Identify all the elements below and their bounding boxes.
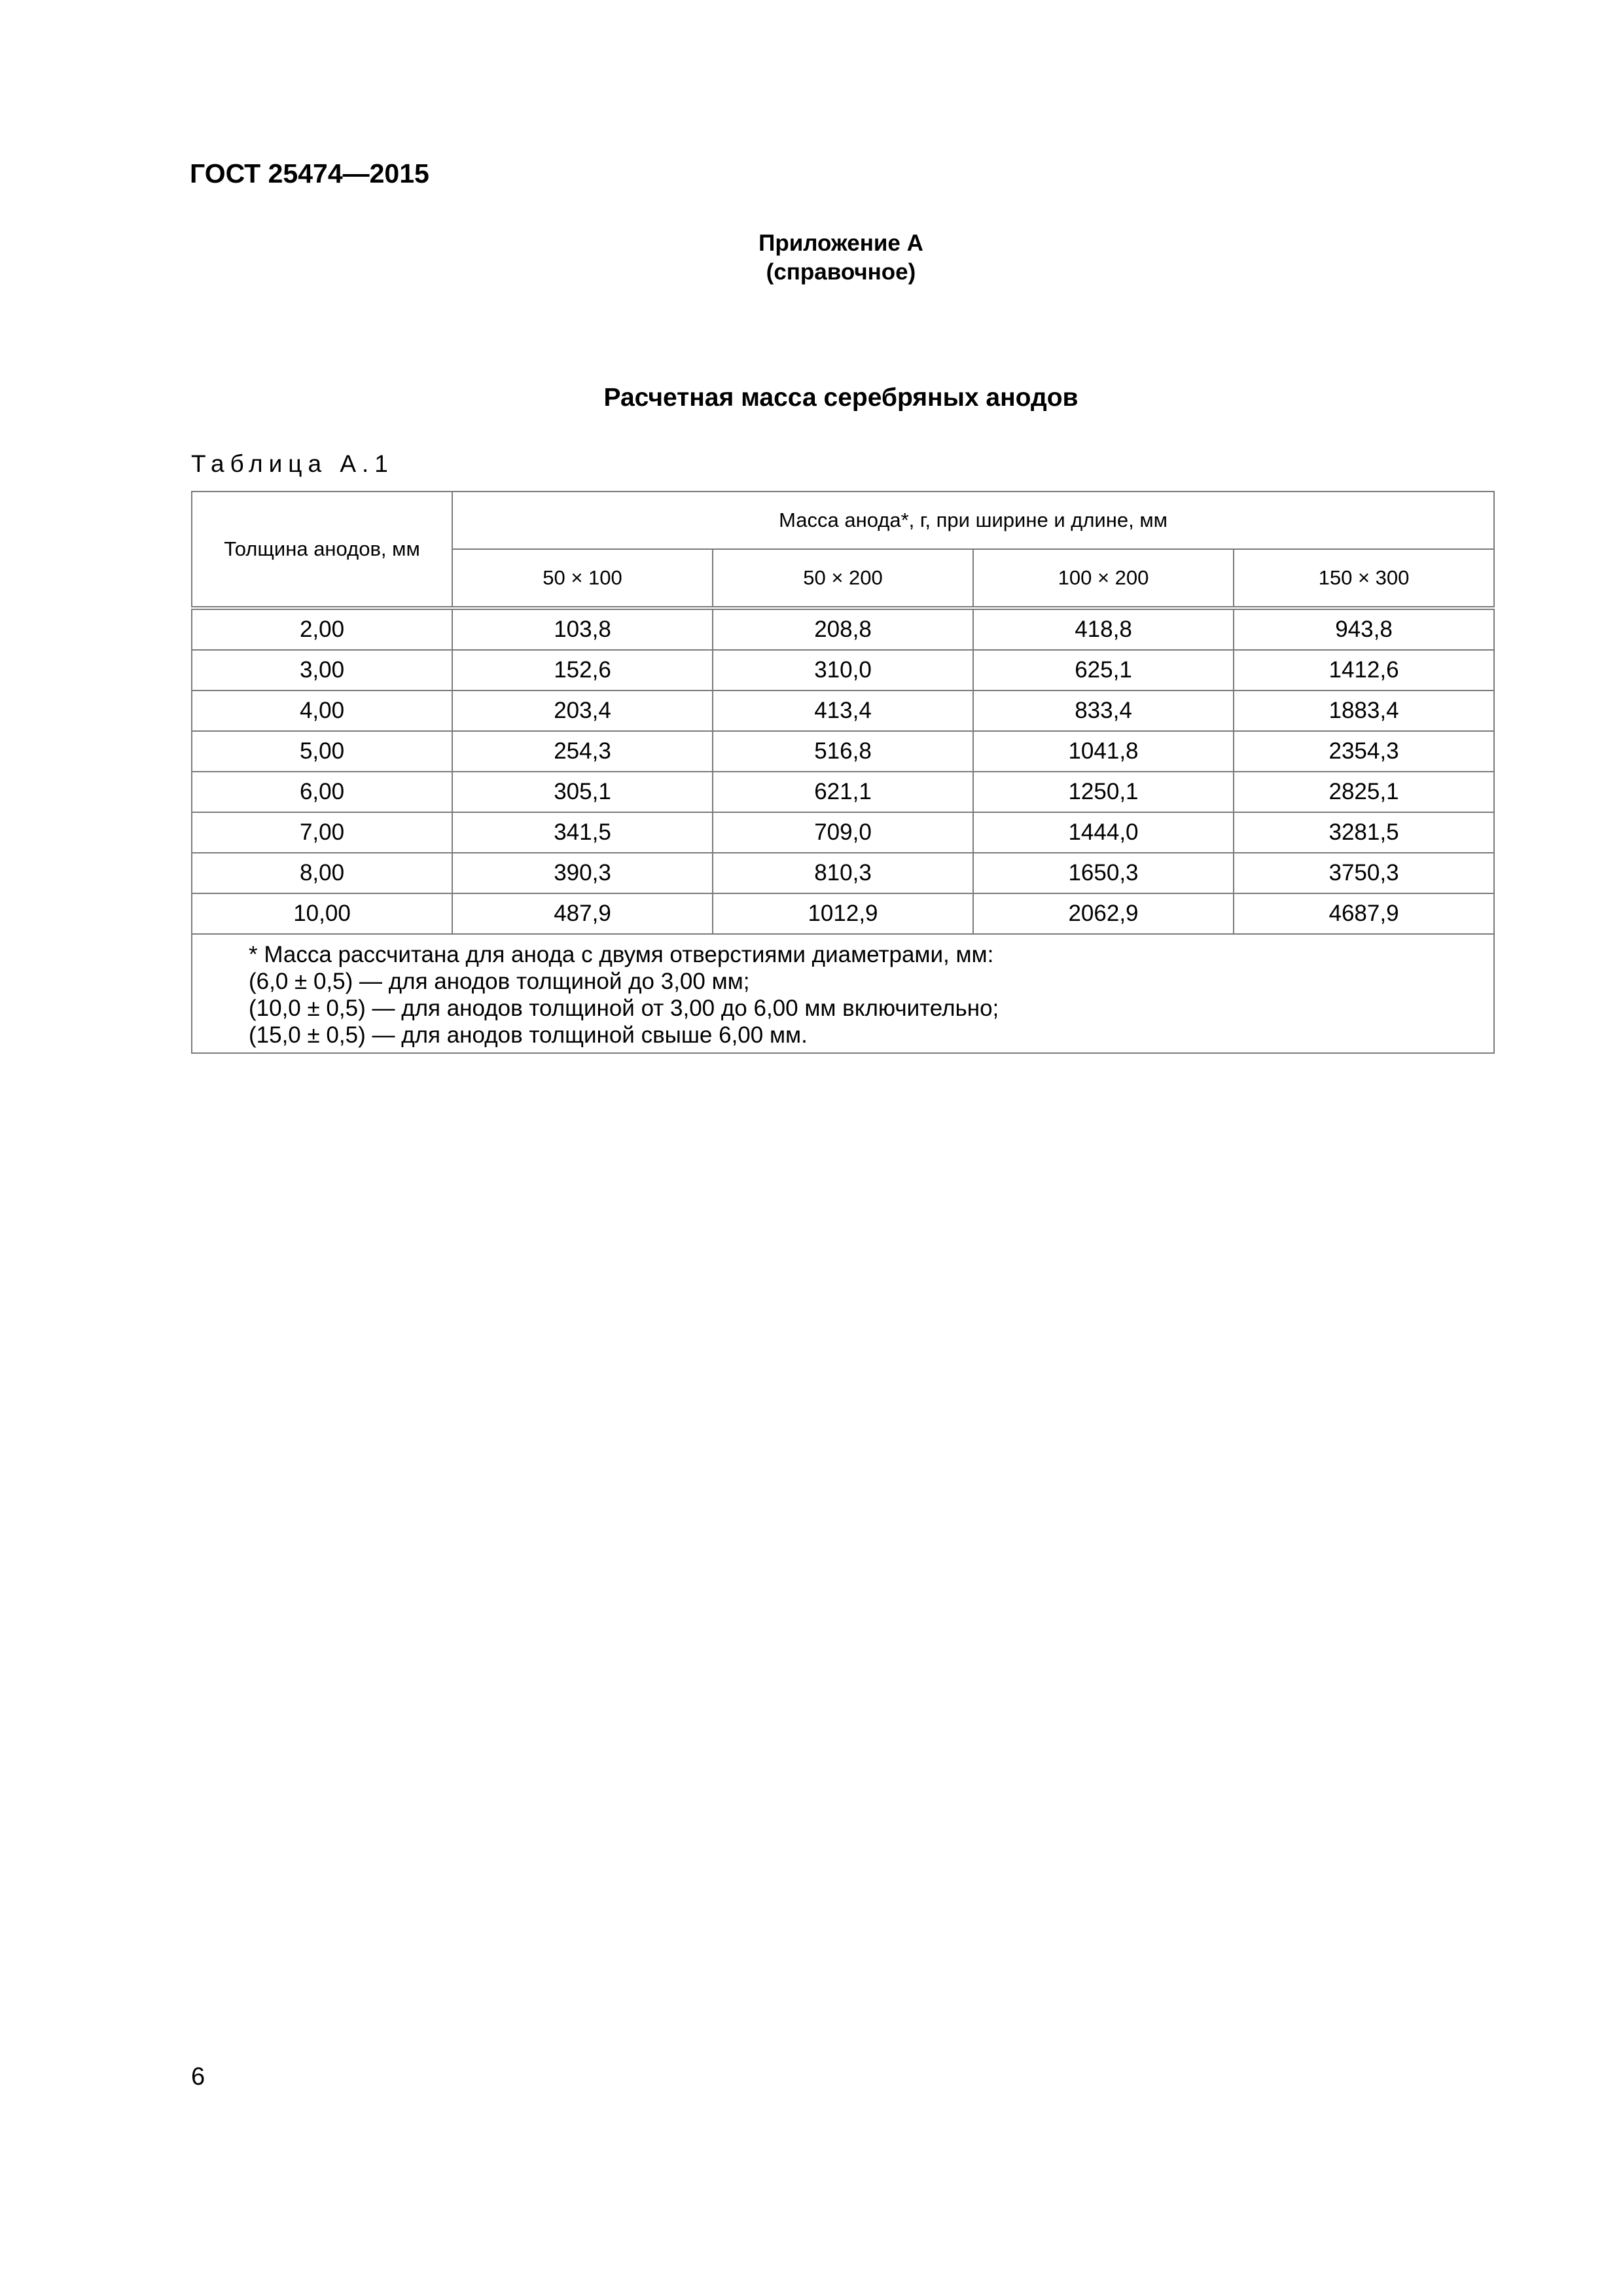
mass-cell: 810,3 [713, 853, 973, 893]
thickness-cell: 8,00 [192, 853, 452, 893]
thickness-cell: 4,00 [192, 691, 452, 731]
mass-cell: 516,8 [713, 731, 973, 772]
column-header-size: 150 × 300 [1234, 549, 1494, 608]
column-header-size: 50 × 200 [713, 549, 973, 608]
mass-cell: 390,3 [452, 853, 713, 893]
row-header-thickness: Толщина анодов, мм [192, 492, 452, 608]
section-title: Расчетная масса серебряных анодов [603, 384, 1079, 412]
mass-cell: 103,8 [452, 608, 713, 650]
anode-mass-table [191, 491, 1495, 1054]
appendix-heading [190, 229, 1492, 287]
table-footnote [192, 934, 1494, 1053]
mass-cell: 3281,5 [1234, 812, 1494, 853]
appendix-subtitle: (справочное) [766, 259, 916, 285]
mass-cell: 1650,3 [973, 853, 1234, 893]
mass-cell: 254,3 [452, 731, 713, 772]
mass-cell: 2354,3 [1234, 731, 1494, 772]
mass-cell: 305,1 [452, 772, 713, 812]
mass-cell: 1412,6 [1234, 650, 1494, 691]
mass-cell: 2062,9 [973, 893, 1234, 934]
mass-cell: 3750,3 [1234, 853, 1494, 893]
mass-cell: 4687,9 [1234, 893, 1494, 934]
mass-cell: 418,8 [973, 608, 1234, 650]
mass-cell: 833,4 [973, 691, 1234, 731]
group-header-mass: Масса анода*, г, при ширине и длине, мм [452, 492, 1494, 549]
table-row [192, 650, 1494, 691]
mass-cell: 152,6 [452, 650, 713, 691]
column-header-size: 100 × 200 [973, 549, 1234, 608]
thickness-cell: 7,00 [192, 812, 452, 853]
footnote-line: (10,0 ± 0,5) — для анодов толщиной от 3,00 до 6,00 мм включительно; [249, 996, 999, 1021]
table-row [192, 853, 1494, 893]
mass-cell: 310,0 [713, 650, 973, 691]
table-row [192, 608, 1494, 650]
thickness-cell: 3,00 [192, 650, 452, 691]
mass-cell: 208,8 [713, 608, 973, 650]
column-header-size: 50 × 100 [452, 549, 713, 608]
mass-cell: 2825,1 [1234, 772, 1494, 812]
mass-cell: 1250,1 [973, 772, 1234, 812]
mass-cell: 709,0 [713, 812, 973, 853]
document-code: ГОСТ 25474—2015 [190, 158, 429, 188]
thickness-cell: 10,00 [192, 893, 452, 934]
mass-cell: 1012,9 [713, 893, 973, 934]
table-caption: Таблица А.1 [191, 450, 394, 477]
footnote-line: (15,0 ± 0,5) — для анодов толщиной свыше 6,00 мм. [249, 1022, 808, 1048]
page-number: 6 [191, 2063, 205, 2090]
footnote-line: (6,0 ± 0,5) — для анодов толщиной до 3,00 мм; [249, 969, 750, 994]
mass-cell: 943,8 [1234, 608, 1494, 650]
mass-cell: 341,5 [452, 812, 713, 853]
thickness-cell: 5,00 [192, 731, 452, 772]
mass-cell: 413,4 [713, 691, 973, 731]
mass-cell: 621,1 [713, 772, 973, 812]
table-row [192, 691, 1494, 731]
mass-cell: 1883,4 [1234, 691, 1494, 731]
anode-mass-table-container [191, 491, 1493, 1054]
mass-cell: 1444,0 [973, 812, 1234, 853]
appendix-title: Приложение А [758, 230, 923, 256]
table-row [192, 812, 1494, 853]
mass-cell: 487,9 [452, 893, 713, 934]
footnote-line: * Масса рассчитана для анода с двумя отверстиями диаметрами, мм: [249, 942, 994, 967]
thickness-cell: 2,00 [192, 608, 452, 650]
table-row [192, 772, 1494, 812]
table-row [192, 893, 1494, 934]
table-row [192, 731, 1494, 772]
mass-cell: 1041,8 [973, 731, 1234, 772]
thickness-cell: 6,00 [192, 772, 452, 812]
mass-cell: 625,1 [973, 650, 1234, 691]
mass-cell: 203,4 [452, 691, 713, 731]
